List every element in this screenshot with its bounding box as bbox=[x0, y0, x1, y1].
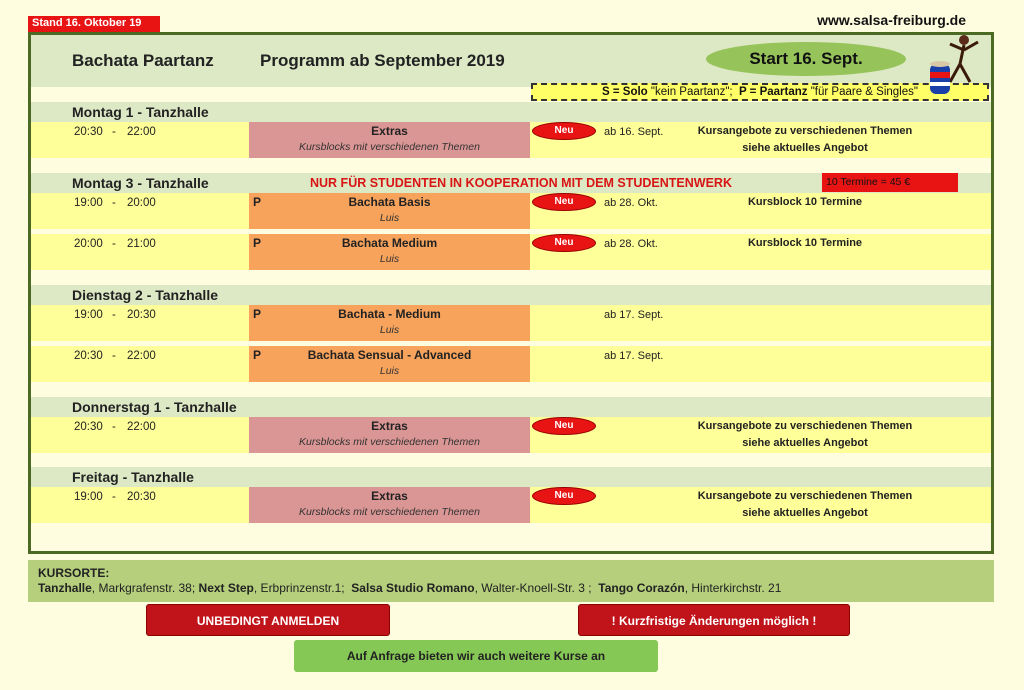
course-end-time: 20:30 bbox=[127, 309, 156, 321]
program-title: Programm ab September 2019 bbox=[260, 51, 505, 70]
legend-solo: S = Solo bbox=[602, 86, 648, 98]
course-info: Kursangebote zu verschiedenen Themen bbox=[697, 420, 913, 432]
course-info: Kursangebote zu verschiedenen Themen bbox=[697, 490, 913, 502]
course-start-date: ab 28. Okt. bbox=[604, 197, 658, 209]
course-subtitle: Kursblocks mit verschiedenen Themen bbox=[299, 506, 480, 518]
stand-date: Stand 16. Oktober 19 bbox=[28, 16, 160, 33]
course-box bbox=[249, 487, 530, 523]
kursorte-box bbox=[28, 560, 994, 602]
course-type-tag: P bbox=[253, 236, 262, 250]
course-name: Extras bbox=[371, 419, 408, 433]
dancer-drum-icon bbox=[920, 30, 984, 100]
course-start-date: ab 28. Okt. bbox=[604, 238, 658, 250]
course-start-date: ab 17. Sept. bbox=[604, 350, 664, 362]
course-time-dash: - bbox=[112, 350, 116, 362]
new-badge: Neu bbox=[532, 487, 596, 505]
course-end-time: 20:30 bbox=[127, 491, 156, 503]
course-name: Bachata Medium bbox=[341, 236, 438, 250]
new-badge: Neu bbox=[532, 417, 596, 435]
course-info-sub: siehe aktuelles Angebot bbox=[742, 507, 868, 519]
legend-paartanz: P = Paartanz bbox=[739, 86, 808, 98]
course-start-date: ab 17. Sept. bbox=[604, 309, 664, 321]
kursorte-heading: KURSORTE: bbox=[38, 566, 110, 580]
page-title: Bachata Paartanz bbox=[72, 51, 214, 70]
day-name: Montag 1 - Tanzhalle bbox=[72, 104, 209, 120]
course-time-dash: - bbox=[112, 238, 116, 250]
course-box bbox=[249, 305, 530, 341]
place-name: Tango Corazón bbox=[598, 581, 685, 595]
course-time-dash: - bbox=[112, 421, 116, 433]
course-start-time: 19:00 bbox=[74, 491, 103, 503]
course-end-time: 20:00 bbox=[127, 197, 156, 209]
course-start-time: 20:30 bbox=[74, 350, 103, 362]
student-note: NUR FÜR STUDENTEN IN KOOPERATION MIT DEM STUDENTENWERK bbox=[310, 176, 732, 190]
course-time-dash: - bbox=[112, 197, 116, 209]
day-name: Dienstag 2 - Tanzhalle bbox=[72, 287, 218, 303]
course-info: Kursblock 10 Termine bbox=[747, 196, 863, 208]
course-box bbox=[249, 122, 530, 158]
course-start-time: 20:30 bbox=[74, 126, 103, 138]
course-name: Bachata Basis bbox=[348, 195, 431, 209]
course-time-dash: - bbox=[112, 309, 116, 321]
course-end-time: 22:00 bbox=[127, 126, 156, 138]
course-type-tag: P bbox=[253, 348, 262, 362]
place-address: , Walter-Knoell-Str. 3 ; bbox=[474, 581, 592, 595]
course-info-sub: siehe aktuelles Angebot bbox=[742, 142, 868, 154]
register-button[interactable]: UNBEDINGT ANMELDEN bbox=[146, 604, 390, 636]
new-badge: Neu bbox=[532, 193, 596, 211]
course-start-time: 20:00 bbox=[74, 238, 103, 250]
day-name: Freitag - Tanzhalle bbox=[72, 469, 194, 485]
course-time-dash: - bbox=[112, 126, 116, 138]
course-box bbox=[249, 234, 530, 270]
course-subtitle: Luis bbox=[379, 253, 400, 265]
course-end-time: 22:00 bbox=[127, 350, 156, 362]
place-name: Tanzhalle bbox=[38, 581, 92, 595]
course-type-tag: P bbox=[253, 195, 262, 209]
course-info: Kursblock 10 Termine bbox=[747, 237, 863, 249]
new-badge: Neu bbox=[532, 234, 596, 252]
course-subtitle: Kursblocks mit verschiedenen Themen bbox=[299, 141, 480, 153]
course-name: Extras bbox=[371, 489, 408, 503]
course-start-time: 20:30 bbox=[74, 421, 103, 433]
place-address: , Markgrafenstr. 38; bbox=[91, 581, 196, 595]
place-address: , Hinterkirchstr. 21 bbox=[684, 581, 782, 595]
course-type-tag: P bbox=[253, 307, 262, 321]
place-name: Salsa Studio Romano bbox=[351, 581, 475, 595]
course-name: Bachata Sensual - Advanced bbox=[307, 348, 472, 362]
course-box bbox=[249, 417, 530, 453]
place-address: , Erbprinzenstr.1; bbox=[253, 581, 345, 595]
kursorte-list bbox=[38, 581, 984, 596]
price-badge: 10 Termine = 45 € bbox=[822, 173, 958, 192]
course-start-date: ab 16. Sept. bbox=[604, 126, 664, 138]
legend-paartanz-desc: "für Paare & Singles" bbox=[810, 86, 918, 98]
place-name: Next Step bbox=[198, 581, 254, 595]
course-start-time: 19:00 bbox=[74, 197, 103, 209]
course-box bbox=[249, 193, 530, 229]
course-box bbox=[249, 346, 530, 382]
changes-notice-button[interactable]: ! Kurzfristige Änderungen möglich ! bbox=[578, 604, 850, 636]
course-time-dash: - bbox=[112, 491, 116, 503]
course-name: Extras bbox=[371, 124, 408, 138]
course-subtitle: Luis bbox=[379, 365, 400, 377]
course-subtitle: Luis bbox=[379, 324, 400, 336]
website-url: www.salsa-freiburg.de bbox=[817, 12, 966, 28]
course-info-sub: siehe aktuelles Angebot bbox=[742, 437, 868, 449]
course-end-time: 22:00 bbox=[127, 421, 156, 433]
new-badge: Neu bbox=[532, 122, 596, 140]
day-name: Montag 3 - Tanzhalle bbox=[72, 175, 209, 191]
course-subtitle: Luis bbox=[379, 212, 400, 224]
course-info: Kursangebote zu verschiedenen Themen bbox=[697, 125, 913, 137]
course-end-time: 21:00 bbox=[127, 238, 156, 250]
more-courses-button[interactable]: Auf Anfrage bieten wir auch weitere Kurse an bbox=[294, 640, 658, 672]
course-subtitle: Kursblocks mit verschiedenen Themen bbox=[299, 436, 480, 448]
start-badge: Start 16. Sept. bbox=[706, 42, 906, 76]
course-name: Bachata - Medium bbox=[338, 307, 441, 321]
course-start-time: 19:00 bbox=[74, 309, 103, 321]
day-name: Donnerstag 1 - Tanzhalle bbox=[72, 399, 237, 415]
legend-solo-desc: "kein Paartanz"; bbox=[650, 86, 733, 98]
